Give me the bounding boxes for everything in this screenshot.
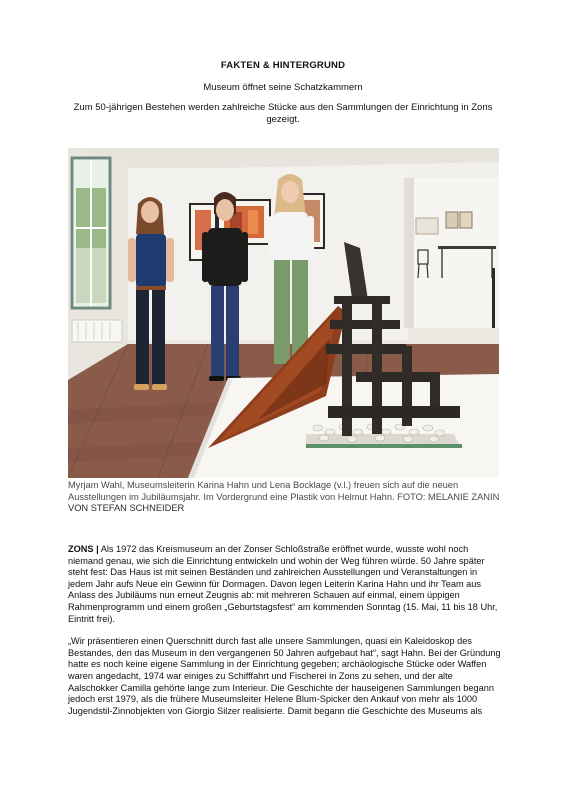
museum-room-illustration bbox=[68, 148, 499, 478]
paragraph-2: „Wir präsentieren einen Querschnitt durch fast alle unsere Sammlungen, quasi ein Kaleidoskop des Bestandes, den das Museum in den vergangenen 50 Jahren aufgebaut hat“, sagt Hahn. Bei der Gründung hatte es noch keine eigene Sammlung in der Einrichtung gegeben; archäologische Stücke oder Waffen waren angedacht, 1974 war einiges zu Schifffahrt und Fischerei in Zons zu sehen, und der alte Aalschokker Camilla gehörte lange zum Interieur. Die Geschichte der hauseigenen Sammlungen begann jedoch erst 1979, als die frühere Museumsleiter Helene Blum-Spicker den Ankauf von mehr als 1000 Jugendstil-Zinnobjekten von Giorgio Silzer realisierte. Damit begann die Geschichte des Museums als bbox=[68, 636, 501, 716]
section-kicker: FAKTEN & HINTERGRUND bbox=[220, 60, 346, 71]
headline: Museum öffnet seine Schatzkammern bbox=[203, 82, 363, 93]
article-body bbox=[68, 544, 502, 728]
author-line: VON STEFAN SCHNEIDER bbox=[68, 503, 185, 513]
photo-caption bbox=[68, 480, 508, 515]
article-photo bbox=[68, 148, 499, 478]
paragraph-1-text: Als 1972 das Kreismuseum an der Zonser Schloßstraße eröffnet wurde, wusste wohl noch niemand genau, wie sich die Einrichtung entwickeln und wohin der Weg führen würde. 50 Jahre später steht fest: Das Haus ist mit seinen Beständen und zahlreichen Ausstellungen und Veranstaltungen in jedem Jahr aufs Neue ein Gewinn für Dormagen. Davon legen Leiterin Karina Hahn und ihr Team aus Anlass des Jubiläums nun erneut Zeugnis ab: mit mehreren Schauen auf einmal, einem üppigen Rahmenprogramm und einem großen „Geburtstagsfest“ am kommenden Sonntag (15. Mai, 11 bis 18 Uhr, Eintritt frei). bbox=[68, 544, 498, 624]
caption-text: Myrjam Wahl, Museumsleiterin Karina Hahn und Lena Bocklage (v.l.) freuen sich auf die neuen Ausstellungen im Jubiläumsjahr. Im Vordergrund eine Plastik von Helmut Hahn. FOTO: MELANIE ZANIN bbox=[68, 480, 500, 502]
article-header bbox=[66, 60, 500, 126]
paragraph-1 bbox=[68, 544, 502, 625]
dateline: ZONS | bbox=[68, 544, 99, 554]
subheadline: Zum 50-jährigen Bestehen werden zahlreiche Stücke aus den Sammlungen der Einrichtung in Zons gezeigt. bbox=[73, 102, 493, 125]
